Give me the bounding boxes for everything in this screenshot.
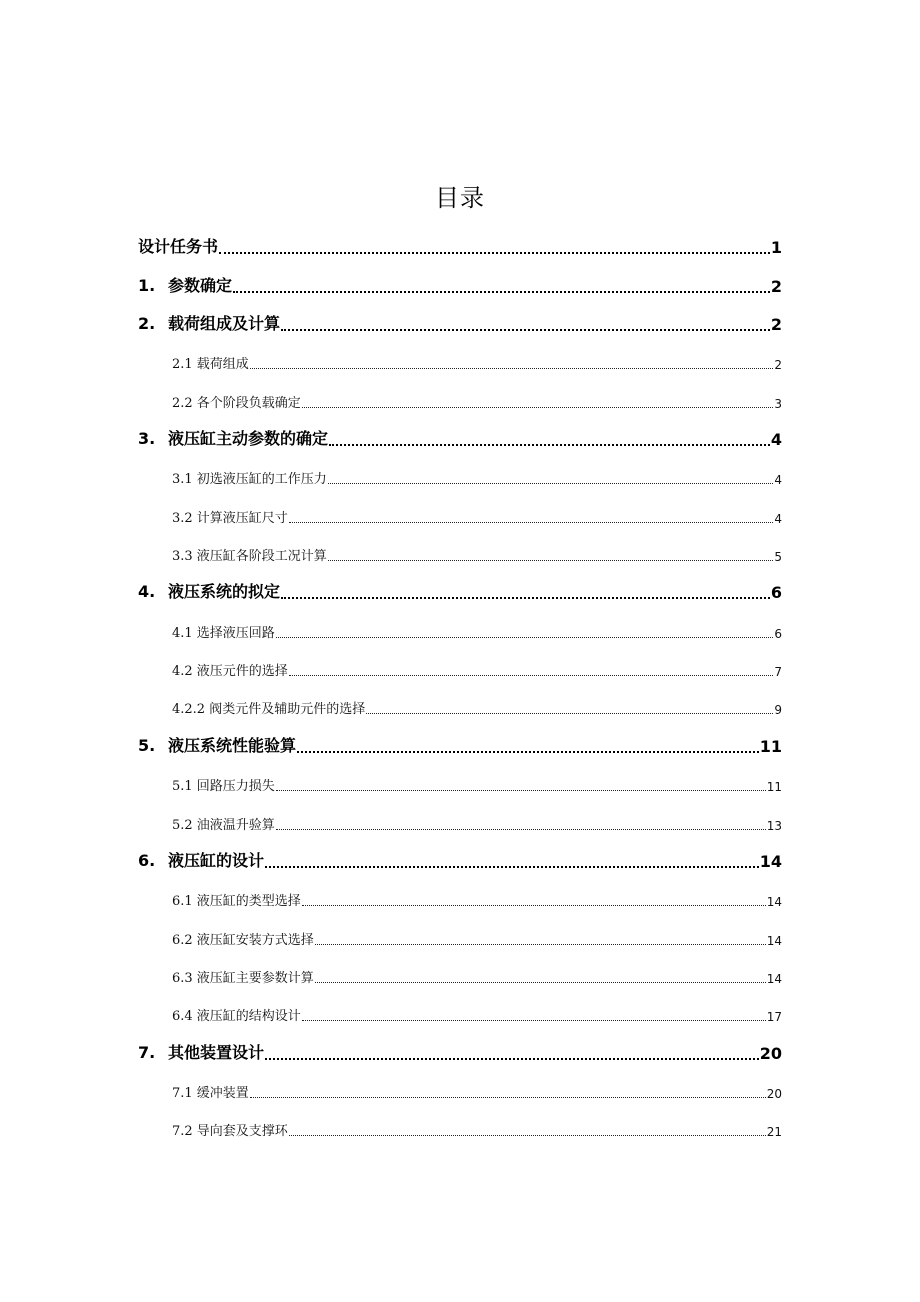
toc-section-entry[interactable] [138,918,782,956]
toc-entry-text: 2.1 载荷组成 [172,357,249,373]
toc-page-number: 2 [774,358,782,373]
toc-entry-text: 4.2.2 阀类元件及辅助元件的选择 [172,702,366,718]
dot-leader [289,1135,766,1136]
toc-page-number: 14 [759,851,782,871]
toc-entry-text: 5.1 回路压力损失 [172,779,275,795]
toc-entry-text: 参数确定 [168,275,233,295]
toc-entry-text: 6.1 液压缸的类型选择 [172,894,301,910]
toc-page-number: 14 [766,895,782,910]
dot-leader [281,329,770,331]
toc-chapter-number: 4. [138,582,156,602]
toc-chapter-number: 2. [138,314,156,334]
toc-chapter-entry[interactable] [138,266,782,304]
dot-leader [366,713,773,714]
toc-section-entry[interactable] [138,803,782,841]
dot-leader [233,291,770,293]
toc-section-entry[interactable] [138,1110,782,1148]
dot-leader [276,637,774,638]
toc-entry-label [172,392,301,411]
toc-page-number: 2 [770,276,782,296]
toc-page-number: 17 [766,1010,782,1025]
toc-chapter-number: 3. [138,429,156,449]
dot-leader [328,483,774,484]
toc-chapter-entry[interactable] [138,1033,782,1071]
toc-page-number: 20 [759,1043,782,1063]
toc-page-number: 9 [774,703,782,718]
toc-chapter-entry[interactable] [138,420,782,458]
toc-entry-label [172,1120,288,1139]
toc-entry-text: 3.3 液压缸各阶段工况计算 [172,549,327,565]
toc-page-number: 20 [766,1086,782,1101]
toc-list [138,228,782,1148]
toc-entry-text: 3.2 计算液压缸尺寸 [172,510,288,526]
toc-page-number: 13 [766,818,782,833]
dot-leader [297,751,759,753]
toc-entry-label [138,426,328,449]
toc-entry-text: 7.1 缓冲装置 [172,1085,249,1101]
dot-leader [315,944,766,945]
toc-entry-text: 6.4 液压缸的结构设计 [172,1009,301,1025]
dot-leader [276,829,766,830]
toc-section-entry[interactable] [138,765,782,803]
toc-section-entry[interactable] [138,611,782,649]
toc-title: 目录 [435,184,485,212]
toc-entry-label [172,967,314,986]
toc-page-number: 6 [770,583,782,603]
toc-entry-text: 液压缸的设计 [168,850,265,870]
toc-entry-text: 其他装置设计 [168,1042,265,1062]
toc-entry-label [172,545,327,564]
toc-chapter-entry[interactable] [138,305,782,343]
toc-entry-text: 液压系统性能验算 [168,735,297,755]
toc-entry-label [138,733,296,756]
toc-chapter-entry[interactable] [138,573,782,611]
dot-leader [329,444,770,446]
toc-entry-label [172,1082,249,1101]
toc-chapter-number: 5. [138,735,156,755]
dot-leader [265,866,759,868]
toc-page-number: 6 [774,626,782,641]
toc-section-entry[interactable] [138,957,782,995]
toc-page-number: 14 [766,933,782,948]
dot-leader [302,1020,766,1021]
toc-entry-label [138,273,232,296]
toc-section-entry[interactable] [138,650,782,688]
toc-entry-text: 液压系统的拟定 [168,582,281,602]
toc-entry-label [172,660,288,679]
toc-entry-label [172,698,365,717]
toc-page-number: 2 [770,315,782,335]
toc-page-number: 14 [766,971,782,986]
dot-leader [250,1097,766,1098]
dot-leader [315,982,766,983]
toc-entry-label [172,814,275,833]
toc-chapter-number: 7. [138,1042,156,1062]
toc-chapter-entry[interactable] [138,842,782,880]
toc-chapter-entry[interactable] [138,228,782,266]
toc-section-entry[interactable] [138,688,782,726]
toc-entry-label [138,579,280,602]
toc-entry-label [138,311,280,334]
toc-section-entry[interactable] [138,1072,782,1110]
toc-entry-label [172,507,288,526]
toc-section-entry[interactable] [138,995,782,1033]
toc-entry-text: 7.2 导向套及支撑环 [172,1124,288,1140]
toc-entry-text: 6.2 液压缸安装方式选择 [172,932,314,948]
toc-entry-label [172,1005,301,1024]
toc-entry-text: 4.2 液压元件的选择 [172,664,288,680]
dot-leader [265,1058,759,1060]
toc-page-number: 4 [770,430,782,450]
toc-entry-text: 载荷组成及计算 [168,314,281,334]
toc-entry-label [172,929,314,948]
toc-page-number: 1 [770,238,782,258]
toc-entry-text: 液压缸主动参数的确定 [168,429,329,449]
toc-page-number: 4 [774,473,782,488]
toc-section-entry[interactable] [138,496,782,534]
toc-entry-text: 4.1 选择液压回路 [172,625,275,641]
toc-page-number: 4 [774,511,782,526]
toc-entry-text: 2.2 各个阶段负载确定 [172,395,301,411]
toc-entry-label [172,775,275,794]
toc-entry-label [138,848,264,871]
toc-page-number: 11 [759,736,782,756]
toc-section-entry[interactable] [138,381,782,419]
dot-leader [302,905,766,906]
toc-entry-text: 5.2 油液温升验算 [172,817,275,833]
toc-page-number: 5 [774,550,782,565]
toc-page-number: 11 [766,780,782,795]
toc-entry-label [172,468,327,487]
toc-section-entry[interactable] [138,458,782,496]
toc-entry-label [138,1040,264,1063]
dot-leader [250,368,774,369]
toc-page-number: 7 [774,665,782,680]
toc-section-entry[interactable] [138,343,782,381]
dot-leader [302,407,774,408]
toc-page-number: 3 [774,396,782,411]
toc-entry-text: 设计任务书 [138,237,219,257]
dot-leader [276,790,766,791]
toc-entry-label [172,353,249,372]
dot-leader [289,675,774,676]
toc-page-number: 21 [766,1125,782,1140]
toc-entry-label [138,234,218,257]
dot-leader [328,560,774,561]
toc-section-entry[interactable] [138,535,782,573]
toc-entry-label [172,890,301,909]
toc-chapter-entry[interactable] [138,726,782,764]
toc-entry-label [172,622,275,641]
dot-leader [281,597,770,599]
dot-leader [219,252,770,254]
toc-chapter-number: 6. [138,850,156,870]
toc-entry-text: 3.1 初选液压缸的工作压力 [172,472,327,488]
toc-section-entry[interactable] [138,880,782,918]
toc-entry-text: 6.3 液压缸主要参数计算 [172,970,314,986]
toc-chapter-number: 1. [138,275,156,295]
dot-leader [289,522,774,523]
